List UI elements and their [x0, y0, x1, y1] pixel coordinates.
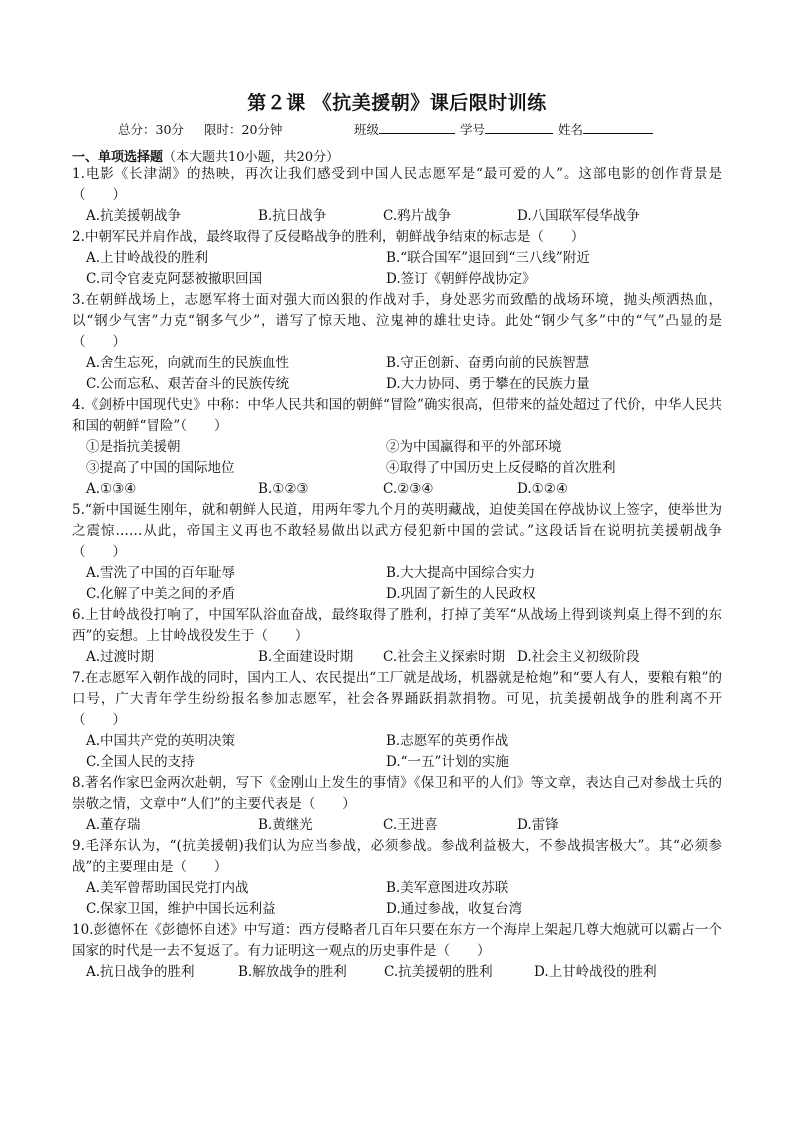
statement-2: ②为中国赢得和平的外部环境	[386, 439, 562, 455]
name-label: 姓名	[558, 122, 584, 137]
question-stem: 8.著名作家巴金两次赴朝，写下《金刚山上发生的事情》《保卫和平的人们》等文章，表达自己对参战士兵的崇敬之情，文章中“人们”的主要代表是（ ）	[72, 775, 722, 812]
option-d: D.签订《朝鲜停战协定》	[386, 271, 536, 287]
question-stem: 2.中朝军民并肩作战，最终取得了反侵略战争的胜利，朝鲜战争结束的标志是（ ）	[72, 229, 585, 245]
total-score: 总分：30分	[118, 122, 184, 137]
option-b: B.全面建设时期	[258, 649, 354, 665]
option-d: D.“一五”计划的实施	[386, 754, 509, 770]
option-c: C.保家卫国，维护中国长远利益	[86, 901, 276, 917]
option-b: B.守正创新、奋勇向前的民族智慧	[386, 355, 590, 371]
option-b: B.抗日战争	[258, 208, 327, 224]
question-3	[72, 290, 722, 395]
question-options	[72, 815, 722, 836]
question-stem: 5.“新中国诞生刚年，就和朝鲜人民道，用两年零九个月的英明藏战，迫使美国在停战协议上签字，使举世为之震惊……从此，帝国主义再也不敢轻易做出以武方侵犯新中国的尝试。”这段话旨在说明抗美援朝战争（ ）	[72, 502, 722, 560]
question-options	[72, 479, 722, 500]
option-b: B.①②③	[258, 481, 309, 497]
student-id-blank	[485, 120, 553, 134]
question-2	[72, 227, 722, 290]
question-7	[72, 668, 722, 773]
option-c: C.化解了中美之间的矛盾	[86, 586, 236, 602]
option-b: B.“联合国军”退回到“三八线”附近	[386, 250, 590, 266]
option-c: C.社会主义探索时期	[383, 649, 506, 665]
student-id-field	[460, 120, 485, 138]
question-stem: 6.上甘岭战役打响了，中国军队浴血奋战，最终取得了胜利，打掉了美军“从战场上得到谈判桌上得不到的东西”的妄想。上甘岭战役发生于（ ）	[72, 607, 722, 644]
option-d: D.雷锋	[517, 817, 559, 833]
question-stem: 3.在朝鲜战场上，志愿军将士面对强大而凶狠的作战对手，身处恶劣而致酷的战场环境，抛头颅洒热血，以“钢少气害”力克“钢多气少”，谱写了惊天地、泣鬼神的雄壮史诗。此处“钢少气多”中的“气”凸显的是（ ）	[72, 292, 722, 350]
option-d: D.大力协同、勇于攀在的民族力量	[386, 376, 590, 392]
option-c: C.抗美援朝的胜利	[384, 964, 493, 980]
option-a: A.抗美援朝战争	[86, 208, 182, 224]
option-c: C.全国人民的支持	[86, 754, 195, 770]
option-d: D.社会主义初级阶段	[517, 649, 640, 665]
exam-meta	[118, 120, 678, 140]
option-a: A.董存瑞	[86, 817, 141, 833]
option-b: B.志愿军的英勇作战	[386, 733, 509, 749]
option-a: A.过渡时期	[86, 649, 155, 665]
question-options	[72, 206, 722, 227]
question-options	[72, 962, 722, 983]
class-field	[354, 120, 379, 138]
question-stem: 10.彭德怀在《彭德怀自述》中写道：西方侵略者几百年只要在东方一个海岸上架起几尊大炮就可以霸占一个国家的时代是一去不复返了。有力证明这一观点的历史事件是（ ）	[72, 922, 722, 959]
option-d: D.巩固了新生的人民政权	[386, 586, 536, 602]
page-title: 第２课 《抗美援朝》课后限时训练	[247, 92, 547, 114]
section-title: 一、单项选择题	[72, 150, 164, 165]
question-options	[72, 248, 722, 290]
option-c: C.②③④	[383, 481, 434, 497]
question-6	[72, 605, 722, 668]
class-blank	[379, 120, 455, 134]
option-a: A.抗日战争的胜利	[86, 964, 195, 980]
option-c: C.公而忘私、艰苦奋斗的民族传统	[86, 376, 290, 392]
name-field	[558, 120, 583, 138]
question-stem: 4.《剑桥中国现代史》中称：中华人民共和国的朝鲜“冒险”确实很高，但带来的益处超过了代价，中华人民共和国的朝鲜“冒险”（ ）	[72, 397, 722, 434]
option-a: A.美军曾帮助国民党打内战	[86, 880, 249, 896]
question-stem: 1.电影《长津湖》的热映，再次让我们感受到中国人民志愿军是“最可爱的人”。这部电影的创作背景是（ ）	[72, 166, 722, 203]
option-a: A.雪洗了中国的百年耻辱	[86, 565, 236, 581]
option-d: D.①②④	[517, 481, 568, 497]
option-c: C.鸦片战争	[383, 208, 452, 224]
option-c: C.司令官麦克阿瑟被撤职回国	[86, 271, 263, 287]
question-stem: 7.在志愿军入朝作战的同时，国内工人、农民提出“工厂就是战场，机器就是枪炮”和“要人有人，要粮有粮”的口号，广大青年学生纷纷报名参加志愿军，社会各界踊跃捐款捐物。可见，抗美援朝战争的胜利离不开（ ）	[72, 670, 722, 728]
question-4	[72, 395, 722, 500]
option-a: A.上甘岭战役的胜利	[86, 250, 209, 266]
section-note: （本大题共10小题，共20分）	[163, 150, 340, 165]
statement-3: ③提高了中国的国际地位	[86, 460, 235, 476]
option-a: A.①③④	[86, 481, 137, 497]
option-d: D.八国联军侵华战争	[517, 208, 640, 224]
section-heading	[72, 146, 339, 165]
option-d: D.上甘岭战役的胜利	[534, 964, 657, 980]
question-options	[72, 731, 722, 773]
question-statements	[72, 437, 722, 479]
statement-4: ④取得了中国历史上反侵略的首次胜利	[386, 460, 616, 476]
question-options	[72, 878, 722, 920]
option-b: B.解放战争的胜利	[238, 964, 347, 980]
option-a: A.舍生忘死，向就而生的民族血性	[86, 355, 290, 371]
question-options	[72, 353, 722, 395]
question-stem: 9.毛泽东认为，“(抗美援朝)我们认为应当参战，必须参战。参战利益极大，不参战损害极大”。其“必须参战”的主要理由是（ ）	[72, 838, 722, 875]
option-a: A.中国共产党的英明决策	[86, 733, 236, 749]
question-options	[72, 647, 722, 668]
name-blank	[583, 120, 653, 134]
statement-1: ①是指抗美援朝	[86, 439, 181, 455]
class-label: 班级	[354, 122, 380, 137]
question-8	[72, 773, 722, 836]
question-options	[72, 563, 722, 605]
question-1	[72, 164, 722, 227]
student-id-label: 学号	[460, 122, 486, 137]
question-list	[72, 164, 722, 983]
option-b: B.黄继光	[258, 817, 313, 833]
option-d: D.通过参战，收复台湾	[386, 901, 523, 917]
time-limit: 限时：20分钟	[204, 122, 283, 137]
question-9	[72, 836, 722, 920]
question-5	[72, 500, 722, 605]
question-10	[72, 920, 722, 983]
option-c: C.王进喜	[383, 817, 438, 833]
option-b: B.大大提高中国综合实力	[386, 565, 536, 581]
option-b: B.美军意图进攻苏联	[386, 880, 509, 896]
